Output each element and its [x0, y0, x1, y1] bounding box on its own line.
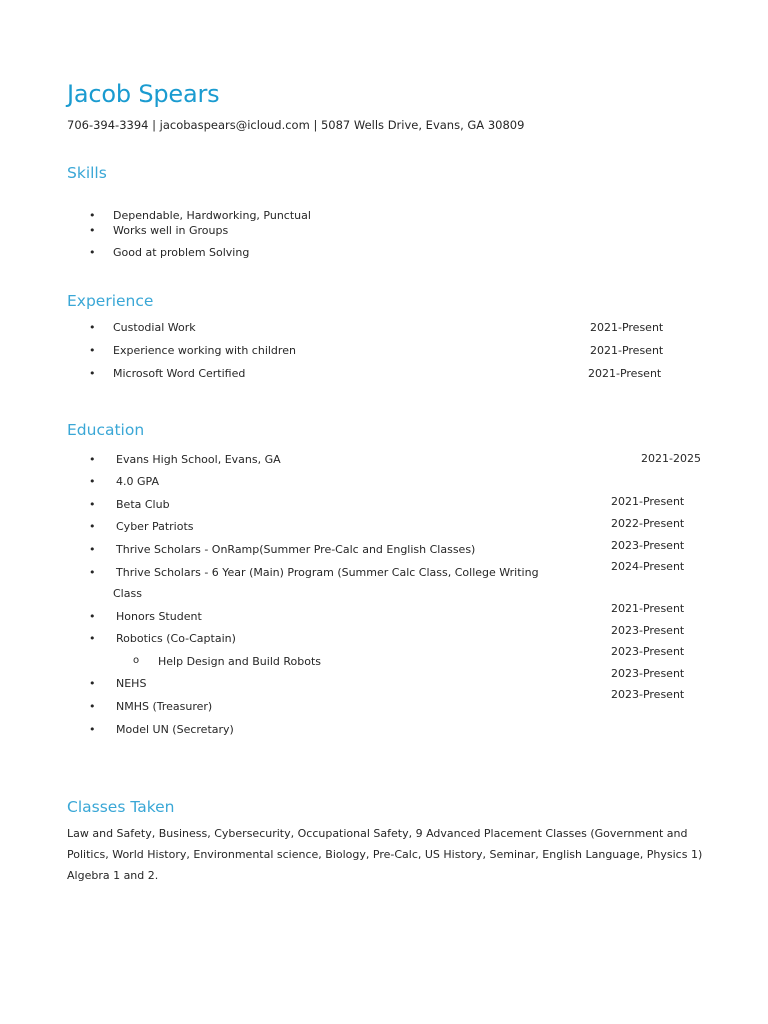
- bullet-icon: •: [89, 246, 96, 259]
- experience-heading: Experience: [67, 292, 154, 310]
- education-item: Evans High School, Evans, GA: [116, 453, 281, 466]
- classes-heading: Classes Taken: [67, 798, 175, 816]
- education-heading: Education: [67, 421, 145, 439]
- sub-bullet-icon: o: [133, 655, 140, 666]
- bullet-icon: •: [89, 723, 96, 736]
- education-item: Thrive Scholars - 6 Year (Main) Program (Summer Calc Class, College Writing: [116, 566, 539, 579]
- bullet-icon: •: [89, 632, 96, 645]
- bullet-icon: •: [89, 677, 96, 690]
- education-date: 2023-Present: [611, 688, 685, 701]
- bullet-icon: •: [89, 475, 96, 488]
- education-date: 2021-Present: [611, 602, 685, 615]
- bullet-icon: •: [89, 344, 96, 357]
- experience-item: Microsoft Word Certified: [113, 367, 246, 380]
- classes-line: Law and Safety, Business, Cybersecurity, Occupational Safety, 9 Advanced Placement Classes (Government and: [67, 827, 688, 840]
- bullet-icon: •: [89, 209, 96, 222]
- education-item: Robotics (Co-Captain): [116, 632, 236, 645]
- education-date: 2021-Present: [611, 495, 685, 508]
- classes-line: Algebra 1 and 2.: [67, 869, 159, 882]
- education-date: 2023-Present: [611, 624, 685, 637]
- education-item: Honors Student: [116, 610, 202, 623]
- experience-item: Custodial Work: [113, 321, 196, 334]
- education-date: 2024-Present: [611, 560, 685, 573]
- classes-line: Politics, World History, Environmental science, Biology, Pre-Calc, US History, Seminar, English Language, Physics 1): [67, 848, 703, 861]
- education-item: NMHS (Treasurer): [116, 700, 213, 713]
- education-item: Cyber Patriots: [116, 520, 194, 533]
- skill-item: Works well in Groups: [113, 224, 229, 237]
- experience-item: Experience working with children: [113, 344, 296, 357]
- bullet-icon: •: [89, 566, 96, 579]
- education-item: NEHS: [116, 677, 147, 690]
- resume-name: Jacob Spears: [67, 80, 220, 108]
- education-item-continuation: Class: [113, 587, 142, 600]
- contact-line: 706-394-3394 | jacobaspears@icloud.com | 5087 Wells Drive, Evans, GA 30809: [67, 118, 525, 132]
- bullet-icon: •: [89, 367, 96, 380]
- bullet-icon: •: [89, 700, 96, 713]
- education-date: 2021-2025: [641, 452, 701, 465]
- skills-heading: Skills: [67, 164, 107, 182]
- education-item: Thrive Scholars - OnRamp(Summer Pre-Calc and English Classes): [116, 543, 476, 556]
- skill-item: Dependable, Hardworking, Punctual: [113, 209, 311, 222]
- bullet-icon: •: [89, 321, 96, 334]
- education-date: 2023-Present: [611, 645, 685, 658]
- education-date: 2022-Present: [611, 517, 685, 530]
- education-date: 2023-Present: [611, 667, 685, 680]
- bullet-icon: •: [89, 224, 96, 237]
- bullet-icon: •: [89, 610, 96, 623]
- bullet-icon: •: [89, 498, 96, 511]
- bullet-icon: •: [89, 543, 96, 556]
- education-item: 4.0 GPA: [116, 475, 159, 488]
- education-date: 2023-Present: [611, 539, 685, 552]
- education-subitem: Help Design and Build Robots: [158, 655, 321, 668]
- education-item: Beta Club: [116, 498, 170, 511]
- experience-date: 2021-Present: [590, 344, 664, 357]
- skill-item: Good at problem Solving: [113, 246, 250, 259]
- education-item: Model UN (Secretary): [116, 723, 234, 736]
- experience-date: 2021-Present: [590, 321, 664, 334]
- bullet-icon: •: [89, 520, 96, 533]
- bullet-icon: •: [89, 453, 96, 466]
- experience-date: 2021-Present: [588, 367, 662, 380]
